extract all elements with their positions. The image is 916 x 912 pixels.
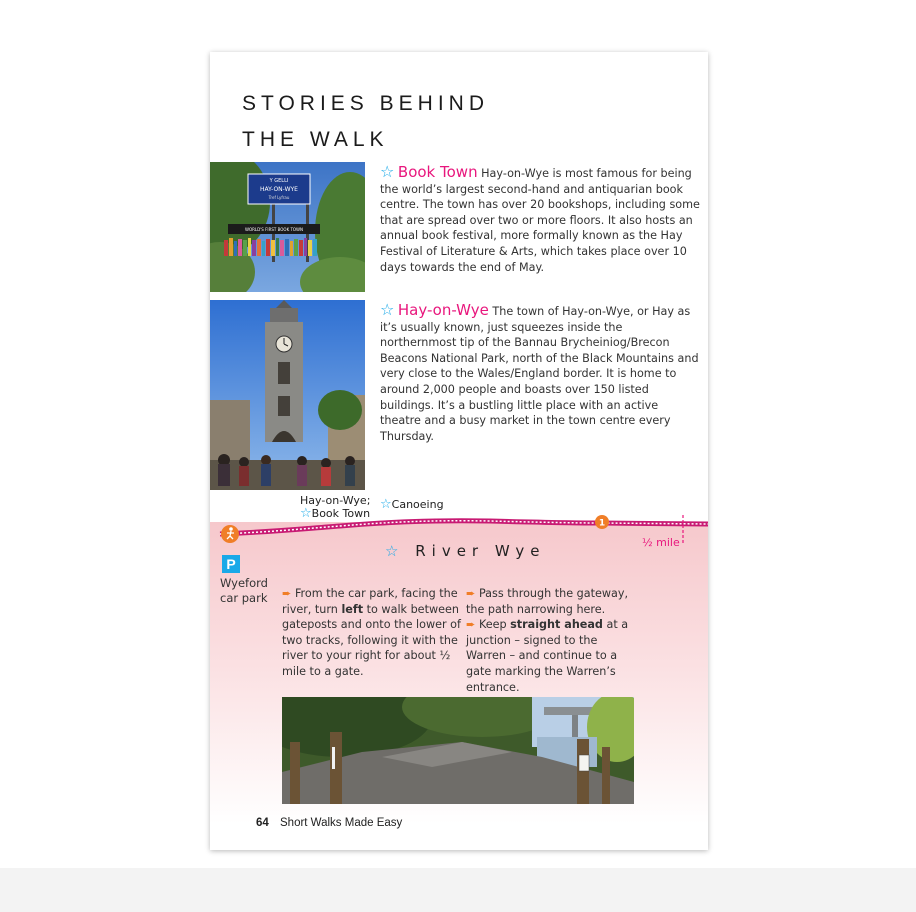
arrow-icon: ➨ xyxy=(466,618,476,632)
book-town-body: Hay-on-Wye is most famous for being the world’s largest second-hand and antiquarian book centre. The town has over 20 bookshops, including some that are spread over two or more floors. It also hosts an annual book festival, more formally known as the Hay Festival of Literature & Arts, which takes place over 10 days towards the end of May. xyxy=(380,167,700,274)
parking-icon: P xyxy=(222,555,240,573)
book-town-route-star-icon: ☆ xyxy=(300,506,312,521)
arrow-icon: ➨ xyxy=(282,587,292,600)
half-mile-label: ½ mile xyxy=(642,536,680,549)
sign-top-text: Y GELLI xyxy=(269,178,289,184)
book-town-star-icon: ☆ xyxy=(380,162,395,181)
book-town-label: Book Town xyxy=(311,507,371,520)
car-park-label-line2: car park xyxy=(220,591,268,605)
clock-tower-photo xyxy=(210,300,365,490)
hay-on-wye-label xyxy=(300,494,370,520)
hay-on-wye-section xyxy=(380,302,700,444)
direction-3-bold: straight ahead xyxy=(510,618,603,632)
arrow-icon: ➨ xyxy=(466,587,476,600)
waypoint-1-number: 1 xyxy=(598,518,606,529)
direction-3-text-start: Keep xyxy=(478,618,511,632)
route-line-diagram xyxy=(210,507,708,547)
river-wye-heading xyxy=(385,542,546,560)
car-park-label-line1: Wyeford xyxy=(220,576,268,590)
book-town-sign-photo xyxy=(210,162,365,292)
page-footer xyxy=(256,817,402,829)
directions-column-2 xyxy=(466,586,636,695)
page-title-line2: THE WALK xyxy=(242,128,389,151)
canoeing-star-icon: ☆ xyxy=(380,497,392,512)
page-number: 64 xyxy=(256,817,269,829)
book-town-banner-text: WORLD'S FIRST BOOK TOWN xyxy=(244,227,304,232)
path-gateposts-photo xyxy=(282,697,634,804)
sign-main-text: HAY-ON-WYE xyxy=(260,186,298,193)
sign-sub-text: Tref Lyfrau xyxy=(268,195,290,200)
book-town-heading: Book Town xyxy=(397,163,478,181)
hay-on-wye-body: The town of Hay-on-Wye, or Hay as it’s usually known, just squeezes inside the northernmost tip of the Bannau Brycheiniog/Brecon Beacons National Park, north of the Black Mountains and very close to the Wales/England border. It is home to around 2,000 people and boasts over 150 listed buildings. It’s a bustling little place with an active theatre and a busy market in the town centre every Thursday. xyxy=(380,305,699,443)
hay-on-wye-star-icon: ☆ xyxy=(380,300,395,319)
book-town-section xyxy=(380,164,700,275)
canoeing-label-group xyxy=(380,498,444,511)
direction-1-text-end: to walk between gateposts and onto the lower of two tracks, following it with the river to your right for about ½ mile to a gate. xyxy=(282,602,461,678)
river-wye-star-icon: ☆ xyxy=(385,542,405,560)
direction-3-text-end: at a junction – signed to the Warren – and continue to a gate marking the Warren’s entrance. xyxy=(466,618,629,694)
direction-1-text-start: From the car park, facing the river, turn xyxy=(282,587,458,616)
car-park-label xyxy=(220,576,268,606)
directions-column-1 xyxy=(282,586,462,680)
book-page xyxy=(210,52,708,850)
hay-on-wye-label-line1: Hay-on-Wye; xyxy=(300,494,371,507)
book-title: Short Walks Made Easy xyxy=(280,817,403,829)
direction-1-bold: left xyxy=(341,602,364,616)
background-floor xyxy=(0,868,916,912)
direction-2-text: Pass through the gateway, the path narrowing here. xyxy=(466,587,629,616)
canoeing-label: Canoeing xyxy=(391,498,444,511)
page-title-line1: STORIES BEHIND xyxy=(242,92,489,115)
river-wye-label: River Wye xyxy=(415,542,546,560)
hay-on-wye-heading: Hay-on-Wye xyxy=(397,301,489,319)
